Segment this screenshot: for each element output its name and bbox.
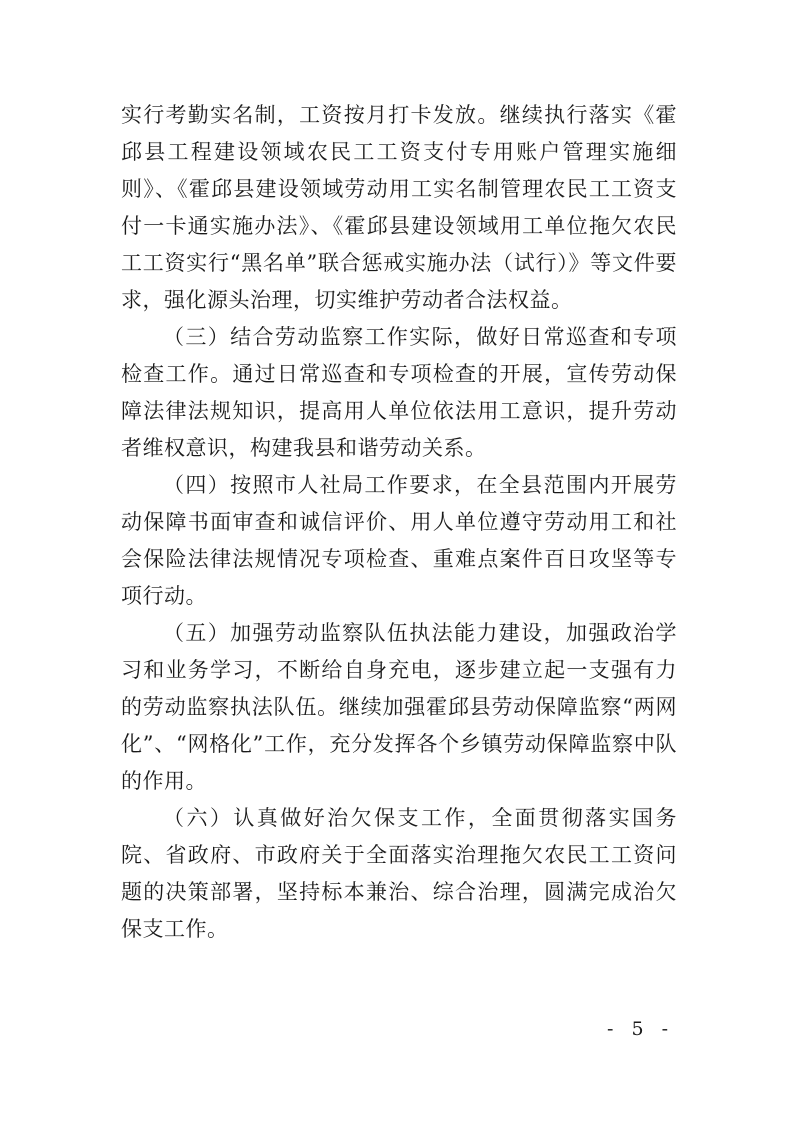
page-number: - 5 - [606,1018,674,1040]
paragraph-continuation: 实行考勤实名制，工资按月打卡发放。继续执行落实《霍邱县工程建设领域农民工工资支付专用账户管理实施细则》、《霍邱县建设领域劳动用工实名制管理农民工工资支付一卡通实施办法》、《霍邱县建设领域用工单位拖欠农民工工资实行“黑名单”联合惩戒实施办法（试行）》等文件要求，强化源头治理，切实维护劳动者合法权益。 [121,103,677,312]
paragraph-item-4: （四）按照市人社局工作要求，在全县范围内开展劳动保障书面审查和诚信评价、用人单位遵守劳动用工和社会保险法律法规情况专项检查、重难点案件百日攻坚等专项行动。 [121,473,677,608]
paragraph-item-6: （六）认真做好治欠保支工作，全面贯彻落实国务院、省政府、市政府关于全面落实治理拖欠农民工工资问题的决策部署，坚持标本兼治、综合治理，圆满完成治欠保支工作。 [121,806,677,941]
document-body [121,97,677,948]
paragraph-item-3: （三）结合劳动监察工作实际，做好日常巡查和专项检查工作。通过日常巡查和专项检查的开展，宣传劳动保障法律法规知识，提高用人单位依法用工意识，提升劳动者维权意识，构建我县和谐劳动关系。 [121,325,677,460]
paragraph-item-5: （五）加强劳动监察队伍执法能力建设，加强政治学习和业务学习，不断给自身充电，逐步建立起一支强有力的劳动监察执法队伍。继续加强霍邱县劳动保障监察“两网化”、“网格化”工作，充分发挥各个乡镇劳动保障监察中队的作用。 [121,621,677,793]
